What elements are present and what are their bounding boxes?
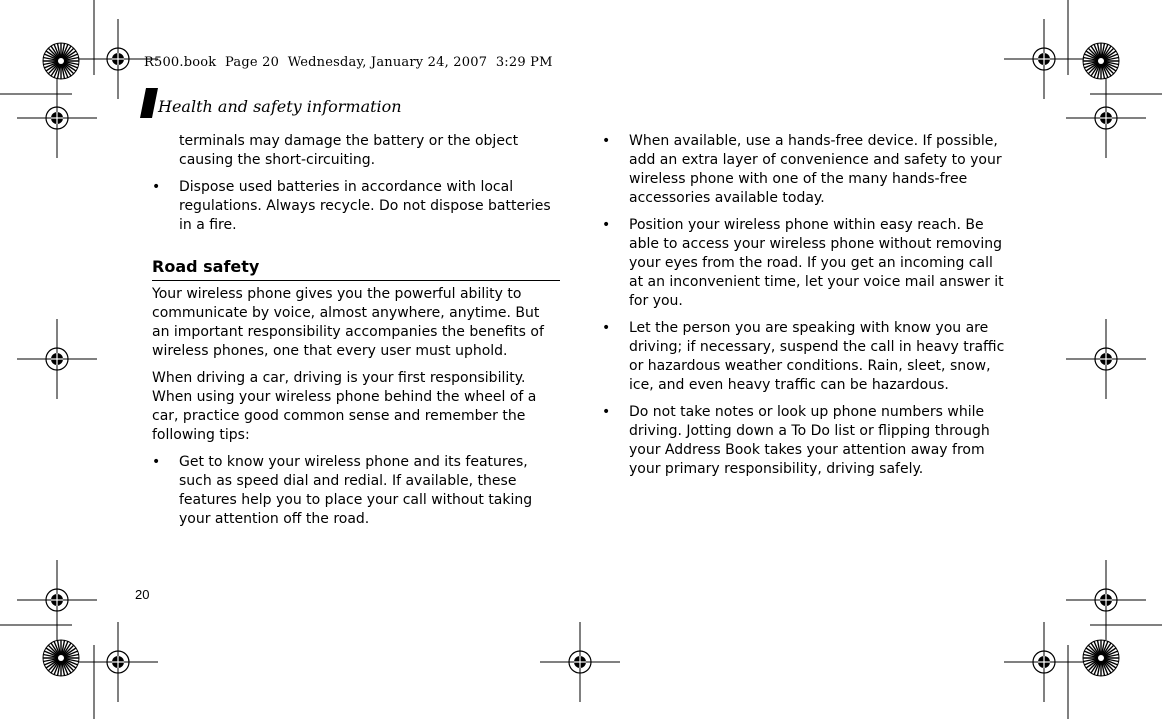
- page-number: 20: [135, 587, 150, 602]
- bullet-list: [152, 453, 560, 529]
- bullet-icon: •: [602, 320, 611, 336]
- starburst-top-right: [1083, 43, 1119, 79]
- starburst-bottom-right: [1083, 640, 1119, 676]
- paragraph: Your wireless phone gives you the powerful ability to communicate by voice, almost anywhere, anytime. But an important responsibility accompanies the benefits of wireless phones, one that every user must uphold.: [152, 286, 544, 359]
- list-item-text: Let the person you are speaking with know you are driving; if necessary, suspend the call in heavy traffic or hazardous weather conditions. Rain, sleet, snow, ice, and even heavy traffic can be hazardous.: [629, 320, 1005, 393]
- list-item: [602, 132, 1010, 208]
- paragraph: When driving a car, driving is your first responsibility. When using your wireless phone behind the wheel of a car, practice good common sense and remember the following tips:: [152, 370, 537, 443]
- section-title: Health and safety information: [158, 97, 402, 116]
- right-column: [602, 132, 1010, 487]
- registration-mark: [1004, 622, 1084, 702]
- registration-mark: [540, 622, 620, 702]
- left-column: [152, 132, 560, 537]
- list-item: [152, 178, 560, 235]
- list-item: [602, 216, 1010, 311]
- list-item: [602, 319, 1010, 395]
- list-item-text: When available, use a hands-free device. If possible, add an extra layer of convenience and safety to your wireless phone with one of the many hands-free accessories available today.: [629, 133, 1002, 206]
- registration-mark: [1066, 560, 1146, 640]
- registration-mark: [17, 560, 97, 640]
- list-item: [602, 403, 1010, 479]
- list-item-text: Do not take notes or look up phone numbers while driving. Jotting down a To Do list or flipping through your Address Book takes your attention away from your primary responsibility, driving safely.: [629, 404, 990, 477]
- starburst-top-left: [43, 43, 79, 79]
- list-item-text: Get to know your wireless phone and its features, such as speed dial and redial. If available, these features help you to place your call without taking your attention off the road.: [179, 454, 533, 527]
- bullet-icon: •: [152, 179, 161, 195]
- registration-mark: [17, 78, 97, 158]
- bullet-icon: •: [602, 133, 611, 149]
- bullet-list: [602, 132, 1010, 479]
- bullet-icon: •: [602, 404, 611, 420]
- registration-mark: [1066, 78, 1146, 158]
- registration-mark: [78, 622, 158, 702]
- bullet-list: [152, 178, 560, 235]
- continuation-text: terminals may damage the battery or the object causing the short-circuiting.: [179, 133, 519, 168]
- registration-mark: [1066, 319, 1146, 399]
- list-item-text: Position your wireless phone within easy reach. Be able to access your wireless phone without removing your eyes from the road. If you get an incoming call at an inconvenient time, let your voice mail answer it for you.: [629, 217, 1004, 309]
- registration-mark: [17, 319, 97, 399]
- starburst-bottom-left: [43, 640, 79, 676]
- registration-mark: [1004, 19, 1084, 99]
- list-item: [152, 453, 560, 529]
- print-header: R500.book Page 20 Wednesday, January 24, 2007 3:29 PM: [144, 55, 553, 70]
- bullet-icon: •: [602, 217, 611, 233]
- list-item-text: Dispose used batteries in accordance with local regulations. Always recycle. Do not dispose batteries in a fire.: [179, 179, 551, 233]
- bullet-icon: •: [152, 454, 161, 470]
- road-safety-heading: Road safety: [152, 257, 560, 281]
